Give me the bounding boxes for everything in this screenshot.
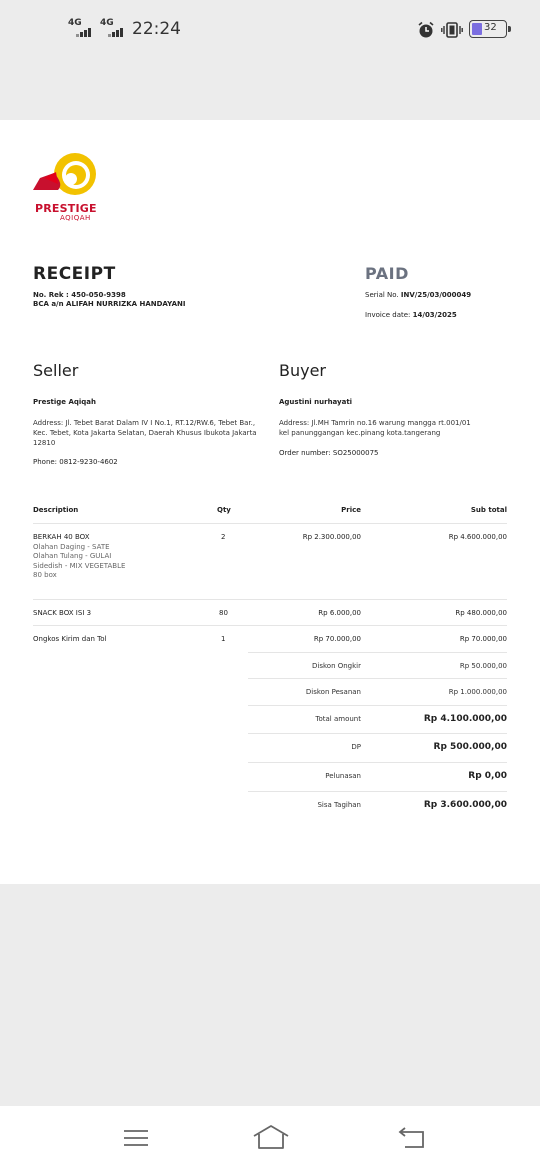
receipt-title: RECEIPT xyxy=(33,264,116,284)
divider xyxy=(248,791,507,792)
summary-value: Rp 1.000.000,00 xyxy=(448,688,507,696)
network-type-1: 4G xyxy=(68,18,82,28)
item-subtotal: Rp 480.000,00 xyxy=(455,609,507,617)
item-description: SNACK BOX ISI 3 xyxy=(33,609,92,617)
divider xyxy=(248,705,507,706)
navigation-bar xyxy=(0,1106,540,1170)
status-bar xyxy=(0,0,540,60)
col-price: Price xyxy=(341,506,361,514)
item-description: BERKAH 40 BOX xyxy=(33,533,90,541)
invoice-date xyxy=(365,311,457,319)
item-detail: Olahan Tulang - GULAI xyxy=(33,552,112,560)
serial-label: Serial No. xyxy=(365,291,399,299)
summary-value: Rp 4.100.000,00 xyxy=(423,714,507,724)
item-price: Rp 2.300.000,00 xyxy=(302,533,361,541)
buyer-heading: Buyer xyxy=(279,361,327,380)
summary-value: Rp 500.000,00 xyxy=(433,742,507,752)
battery-percent: 32 xyxy=(484,22,497,33)
item-subtotal: Rp 70.000,00 xyxy=(459,635,507,643)
date-label: Invoice date: xyxy=(365,311,411,319)
serial-value: INV/25/03/000049 xyxy=(400,291,472,299)
item-detail: Olahan Daging - SATE xyxy=(33,543,110,551)
divider xyxy=(33,523,507,524)
col-subtotal: Sub total xyxy=(470,506,507,514)
paid-status: PAID xyxy=(365,264,409,283)
divider xyxy=(248,678,507,679)
home-icon[interactable] xyxy=(252,1124,290,1150)
logo-subtitle: AQIQAH xyxy=(60,214,91,222)
vibrate-icon xyxy=(441,21,463,39)
logo-name: PRESTIGE xyxy=(35,202,97,215)
item-subtotal: Rp 4.600.000,00 xyxy=(448,533,507,541)
item-qty: 2 xyxy=(221,533,226,541)
seller-address: Address: Jl. Tebet Barat Dalam IV I No.1, RT.12/RW.6, Tebet Bar., Kec. Tebet, Kota Jakarta Selatan, Daerah Khusus Ibukota Jakarta 12810 xyxy=(33,419,257,447)
item-qty: 1 xyxy=(221,635,226,643)
buyer-order-number: Order number: SO25000075 xyxy=(279,449,379,457)
summary-label: Diskon Pesanan xyxy=(305,688,361,696)
item-detail: 80 box xyxy=(33,571,57,579)
summary-label: Pelunasan xyxy=(325,772,361,780)
menu-icon[interactable] xyxy=(122,1128,150,1148)
buyer-address: Address: Jl.MH Tamrin no.16 warung mangga rt.001/01 kel panunggangan kec.pinang kota.tangerang xyxy=(279,419,471,437)
divider xyxy=(33,599,507,600)
date-value: 14/03/2025 xyxy=(412,311,457,319)
clock-time: 22:24 xyxy=(132,19,181,39)
item-detail: Sidedish - MIX VEGETABLE xyxy=(33,562,126,570)
divider xyxy=(248,733,507,734)
alarm-icon xyxy=(417,21,435,39)
summary-label: Total amount xyxy=(315,715,361,723)
signal-icon-2 xyxy=(108,28,123,37)
buyer-name: Agustini nurhayati xyxy=(279,398,353,406)
item-description: Ongkos Kirim dan Tol xyxy=(33,635,107,643)
summary-value: Rp 0,00 xyxy=(468,771,507,781)
seller-name: Prestige Aqiqah xyxy=(33,398,96,406)
battery-icon xyxy=(469,20,507,38)
serial-number xyxy=(365,291,471,299)
signal-icon-1 xyxy=(76,28,91,37)
col-qty: Qty xyxy=(217,506,231,514)
seller-heading: Seller xyxy=(33,361,79,380)
back-icon[interactable] xyxy=(397,1126,427,1150)
summary-label: Diskon Ongkir xyxy=(312,662,361,670)
summary-label: Sisa Tagihan xyxy=(317,801,361,809)
seller-phone: Phone: 0812-9230-4602 xyxy=(33,458,118,466)
receipt-document xyxy=(0,120,540,884)
item-price: Rp 70.000,00 xyxy=(313,635,361,643)
account-number: No. Rek : 450-050-9398 xyxy=(33,291,126,299)
network-type-2: 4G xyxy=(100,18,114,28)
summary-value: Rp 3.600.000,00 xyxy=(423,800,507,810)
col-description: Description xyxy=(33,506,79,514)
item-qty: 80 xyxy=(219,609,228,617)
account-name: BCA a/n ALIFAH NURRIZKA HANDAYANI xyxy=(33,300,186,308)
summary-label: DP xyxy=(351,743,361,751)
item-price: Rp 6.000,00 xyxy=(318,609,361,617)
divider xyxy=(33,625,507,626)
divider xyxy=(248,762,507,763)
summary-value: Rp 50.000,00 xyxy=(459,662,507,670)
divider xyxy=(248,652,507,653)
